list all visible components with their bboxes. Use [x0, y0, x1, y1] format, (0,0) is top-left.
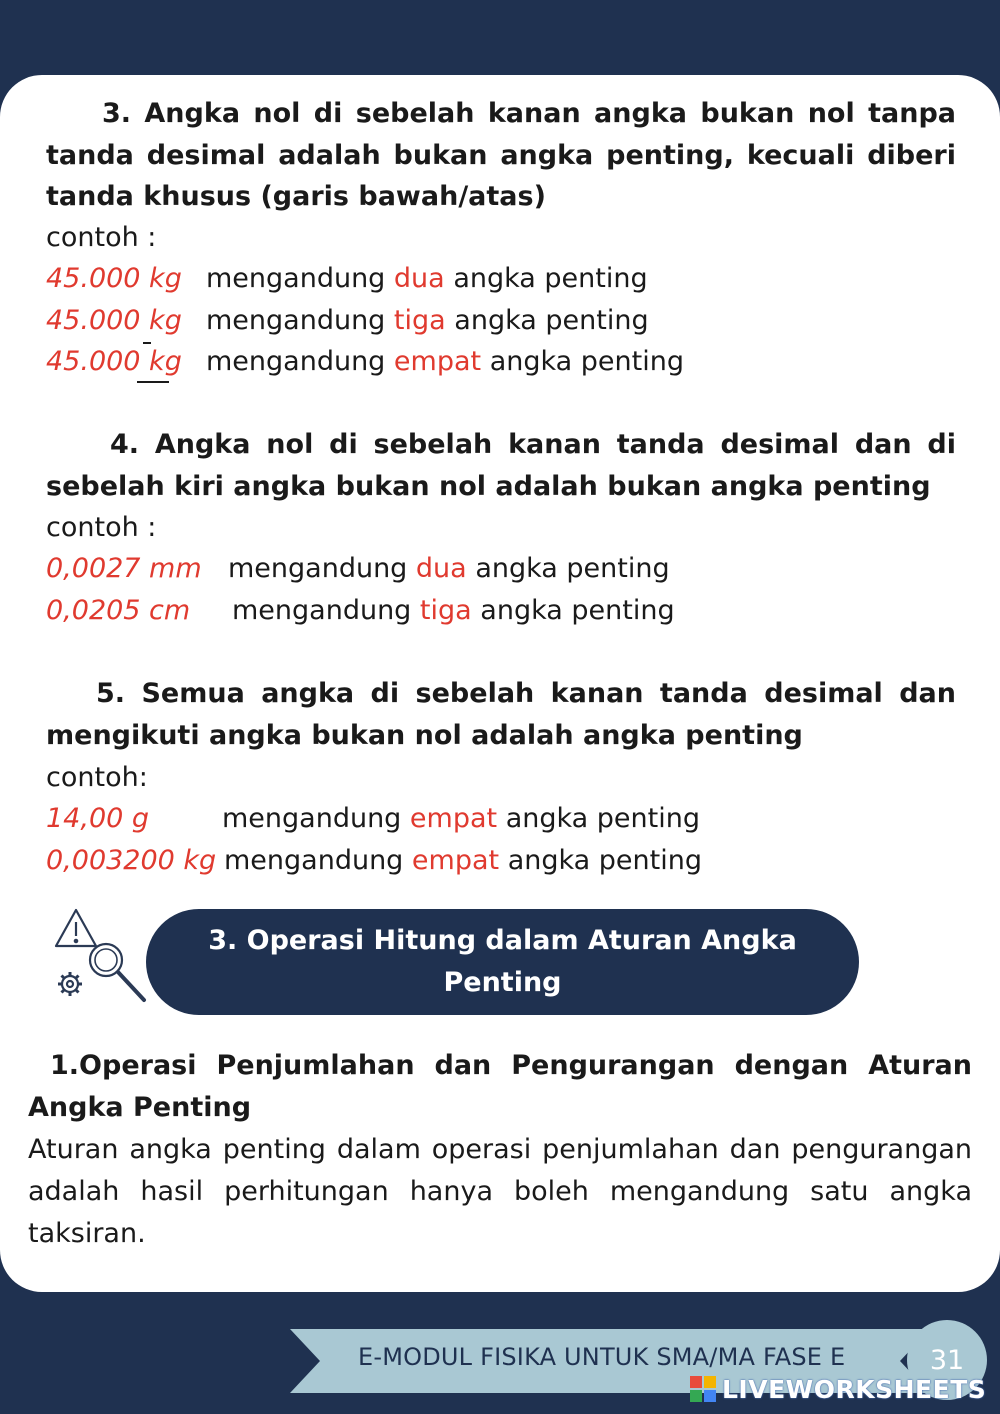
example-pre: mengandung	[224, 845, 404, 876]
rule4-heading: 4. Angka nol di sebelah kanan tanda desimal dan di sebelah kiri angka bukan nol adalah bukan angka penting	[46, 429, 956, 502]
warning-search-gear-icon	[48, 906, 152, 1006]
page-number: 31	[907, 1320, 987, 1400]
example-post: angka penting	[489, 346, 684, 377]
module-title: E-MODUL FISIKA UNTUK SMA/MA FASE E	[358, 1343, 846, 1371]
example-value: 45.000 kg	[46, 346, 182, 377]
example-pre: mengandung	[232, 595, 412, 626]
example-value: 0,0027 mm	[46, 553, 202, 584]
example-value: 0,0205 cm	[46, 595, 191, 626]
section-title: 3. Operasi Hitung dalam Aturan Angka Penting	[208, 925, 797, 998]
example-count: dua	[415, 553, 467, 584]
rule4-example-row	[46, 548, 746, 590]
rule5-example-row	[46, 798, 766, 840]
rule5-example-row	[46, 840, 766, 882]
rule3-example-row	[46, 341, 746, 383]
example-value: 45.000 kg	[46, 305, 182, 336]
example-count: tiga	[393, 305, 446, 336]
section-title-banner	[146, 909, 859, 1015]
underline-mark	[137, 381, 169, 383]
example-value: 45.000 kg	[46, 263, 182, 294]
rule5-contoh-label: contoh:	[46, 762, 148, 793]
example-count: empat	[411, 845, 500, 876]
example-pre: mengandung	[228, 553, 408, 584]
example-post: angka penting	[475, 553, 670, 584]
example-post: angka penting	[480, 595, 675, 626]
rule3-heading: 3. Angka nol di sebelah kanan angka bukan nol tanpa tanda desimal adalah bukan angka penting, kecuali diberi tanda khusus (garis bawah/atas)	[46, 98, 956, 212]
example-pre: mengandung	[222, 803, 402, 834]
rule4-example-row	[46, 590, 746, 632]
liveworksheets-logo-icon	[690, 1376, 716, 1402]
subsection-heading: 1.Operasi Penjumlahan dan Pengurangan dengan Aturan Angka Penting	[28, 1050, 972, 1123]
example-post: angka penting	[507, 845, 702, 876]
rule5-heading: 5. Semua angka di sebelah kanan tanda desimal dan mengikuti angka bukan nol adalah angka penting	[46, 678, 956, 751]
example-count: empat	[393, 346, 482, 377]
example-pre: mengandung	[206, 346, 386, 377]
example-value: 0,003200 kg	[46, 845, 217, 876]
watermark-text: LIVEWORKSHEETS	[722, 1374, 987, 1404]
rule3-contoh-label: contoh :	[46, 222, 157, 253]
watermark	[690, 1373, 986, 1405]
example-post: angka penting	[454, 305, 649, 336]
example-count: empat	[409, 803, 498, 834]
example-value: 14,00 g	[46, 803, 150, 834]
rule3-example-row	[46, 300, 746, 342]
rule4-contoh-label: contoh :	[46, 512, 157, 543]
rule3-example-row	[46, 258, 746, 300]
subsection-body: Aturan angka penting dalam operasi penjumlahan dan pengurangan adalah hasil perhitungan hanya boleh mengandung satu angka taksiran.	[28, 1134, 972, 1249]
example-post: angka penting	[453, 263, 648, 294]
example-count: dua	[393, 263, 445, 294]
example-count: tiga	[419, 595, 472, 626]
example-pre: mengandung	[206, 305, 386, 336]
example-pre: mengandung	[206, 263, 386, 294]
example-post: angka penting	[505, 803, 700, 834]
